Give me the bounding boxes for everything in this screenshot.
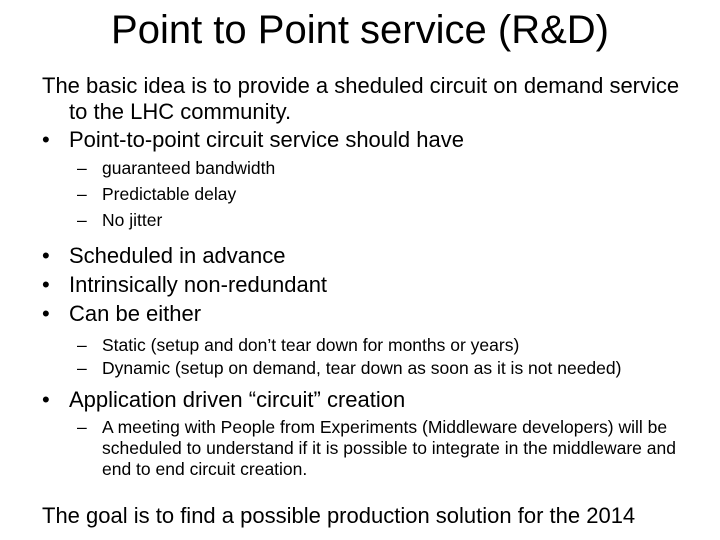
bullet-non-redundant — [42, 270, 702, 299]
bullet-text: Can be either — [69, 301, 202, 326]
sub-item-delay — [42, 181, 702, 207]
sub-text: Predictable delay — [102, 184, 237, 204]
sub-text: No jitter — [102, 210, 163, 230]
sub-text: A meeting with People from Experiments (Middleware developers) will be scheduled to understand if it is possible to integrate in the middleware and end to end circuit creation. — [102, 417, 676, 479]
slide-body — [42, 73, 702, 480]
sub-item-static — [42, 332, 702, 358]
intro-paragraph: The basic idea is to provide a sheduled circuit on demand service to the LHC community. — [42, 73, 680, 124]
bullet-text: Intrinsically non-redundant — [69, 272, 328, 297]
bullet-marker: • — [42, 387, 50, 412]
goal-statement: The goal is to find a possible production solution for the 2014 — [42, 503, 636, 528]
bullet-marker: • — [42, 301, 50, 326]
bullet-either — [42, 299, 702, 328]
sub-item-dynamic — [42, 358, 702, 379]
slide-title: Point to Point service (R&D) — [111, 8, 609, 52]
bullet-text: Point-to-point circuit service should have — [69, 127, 464, 152]
sub-text: Dynamic (setup on demand, tear down as soon as it is not needed) — [102, 358, 622, 378]
sub-marker: – — [77, 158, 87, 178]
sub-marker: – — [77, 335, 87, 355]
sub-marker: – — [77, 358, 87, 378]
bullet-marker: • — [42, 272, 50, 297]
bullet-circuit-service — [42, 125, 702, 154]
sub-marker: – — [77, 210, 87, 230]
sub-marker: – — [77, 184, 87, 204]
sub-item-meeting — [42, 417, 702, 480]
sub-item-bandwidth — [42, 155, 702, 181]
sub-text: guaranteed bandwidth — [102, 158, 276, 178]
bullet-text: Scheduled in advance — [69, 243, 286, 268]
sub-text: Static (setup and don’t tear down for months or years) — [102, 335, 520, 355]
sub-marker: – — [77, 417, 87, 437]
sub-item-jitter — [42, 207, 702, 233]
bullet-marker: • — [42, 243, 50, 268]
bullet-marker: • — [42, 127, 50, 152]
bullet-application-driven — [42, 385, 702, 414]
bullet-text: Application driven “circuit” creation — [69, 387, 406, 412]
bullet-scheduled — [42, 241, 702, 270]
